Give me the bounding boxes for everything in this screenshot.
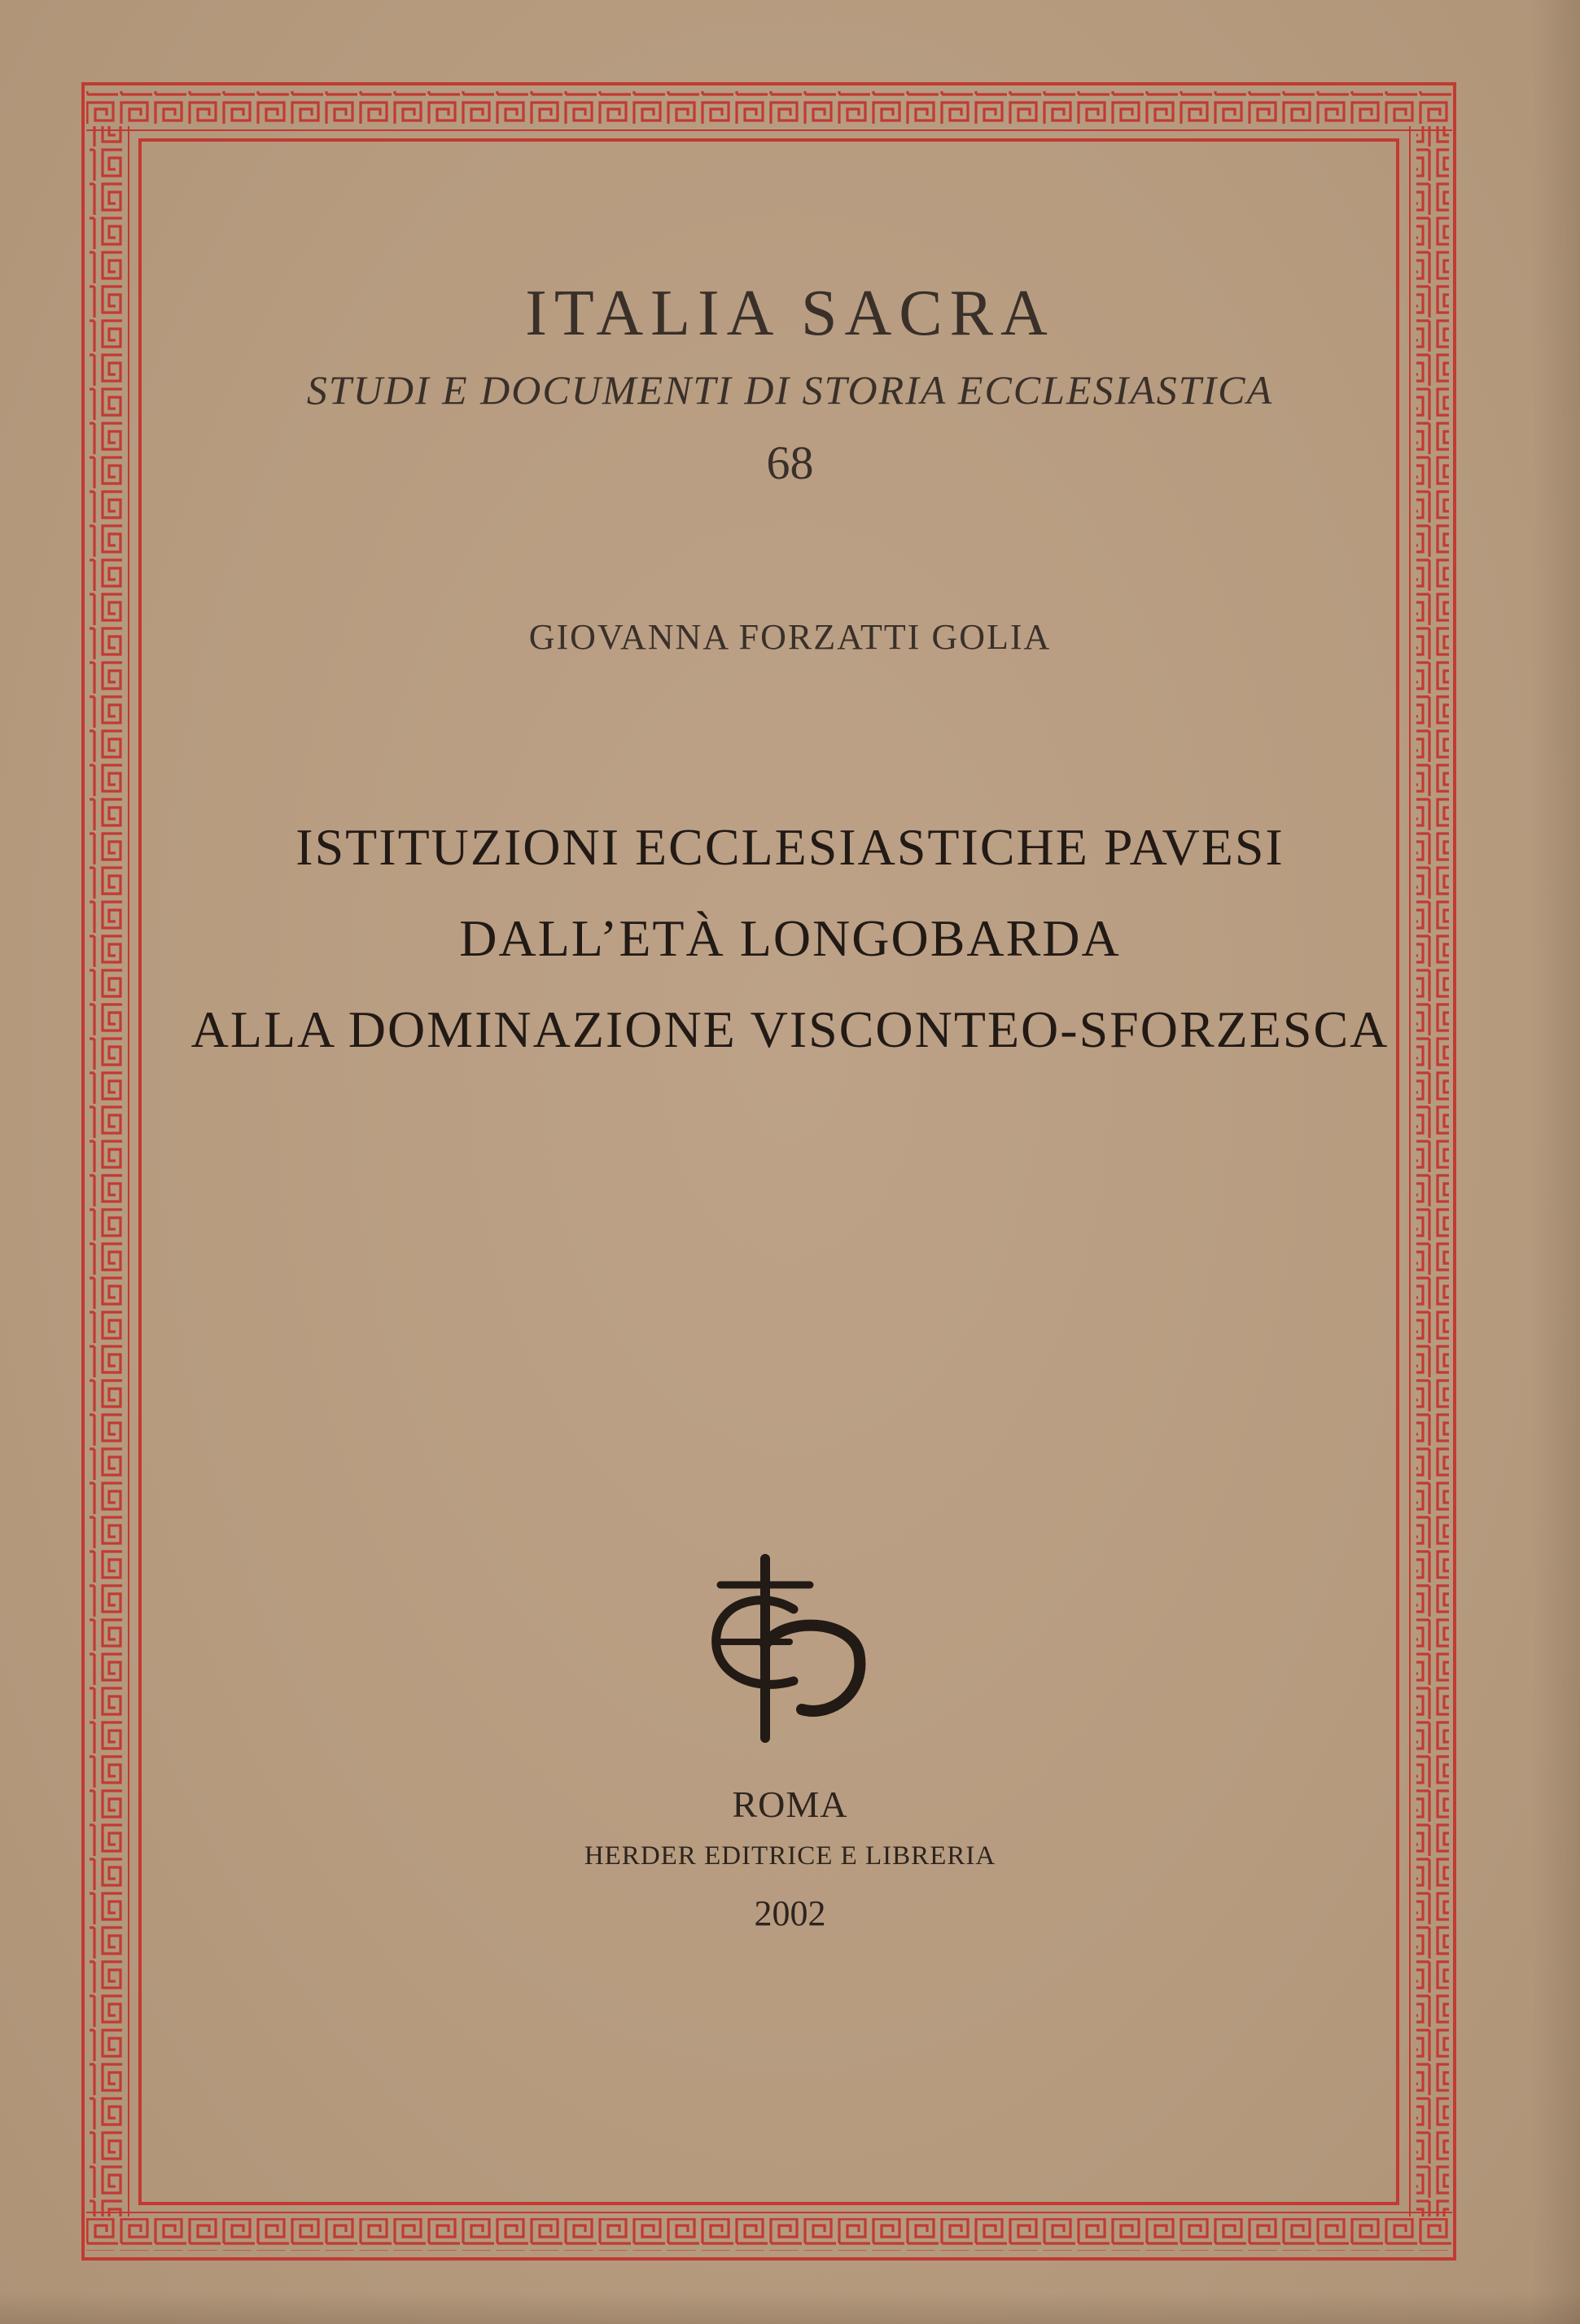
border-bottom-band [86, 2218, 1452, 2251]
book-title-line-2: DALL’ETÀ LONGOBARDA [459, 909, 1121, 967]
publication-year: 2002 [754, 1893, 826, 1933]
book-title [0, 802, 1580, 1075]
book-title-line-3: ALLA DOMINAZIONE VISCONTEO-SFORZESCA [190, 1000, 1390, 1058]
publisher-city: ROMA [732, 1783, 848, 1825]
author-name: GIOVANNA FORZATTI GOLIA [528, 617, 1052, 657]
book-title-line-1: ISTITUZIONI ECCLESIASTICHE PAVESI [295, 818, 1285, 876]
series-number: 68 [766, 436, 814, 489]
series-subtitle: STUDI E DOCUMENTI DI STORIA ECCLESIASTICA [306, 367, 1274, 413]
series-title: ITALIA SACRA [525, 278, 1055, 349]
publisher-monogram-logo-icon [688, 1551, 891, 1746]
publisher-name: HERDER EDITRICE E LIBRERIA [584, 1841, 996, 1871]
border-top-band [86, 91, 1452, 124]
